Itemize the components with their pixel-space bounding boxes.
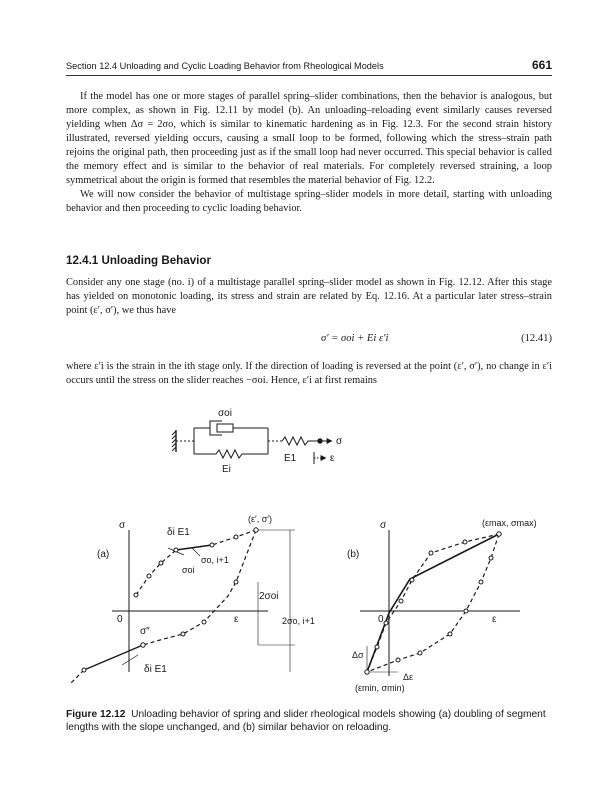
panel-b-marker (463, 540, 467, 544)
label-model-strain: ε (330, 453, 335, 464)
panel-a-slope-bottom: δi E1 (144, 664, 167, 675)
panel-a-marker (82, 668, 86, 672)
paragraph-3-text: Consider any one stage (no. i) of a multistage parallel spring–slider model as shown in Fig. 12.12. After this stage has yielded on monotonic loading, its stress and strain are related by Eq. 12.16. At a particular later stress–strain point (ε′, σ′), we thus have (66, 277, 552, 316)
slider-element (217, 424, 233, 432)
panel-b-origin: 0 (378, 614, 384, 625)
panel-b-marker (365, 670, 369, 674)
stage-spring (194, 450, 268, 458)
series-spring (282, 437, 318, 445)
panel-a-segment-top (176, 545, 212, 550)
panel-a-point-bottom: σ″ (140, 626, 150, 637)
panel-b-marker (489, 556, 493, 560)
panel-a-marker (147, 574, 151, 578)
panel-a-two-sigma-oi: 2σoi (259, 591, 279, 602)
panel-b-marker (418, 651, 422, 655)
paragraph-2-text: We will now consider the behavior of multistage spring–slider models in more detail, starting with unloading behavior and then proceeding to cyclic loading behavior. (66, 189, 552, 214)
paragraph-4-text: where ε′i is the strain in the ith stage only. If the direction of loading is reversed at the point (ε′, σ′), no change in ε′i occurs until the stress on the slider reaches −σoi. Hence, ε′i at first remains (66, 361, 552, 386)
panel-a-sigma-label: σ (119, 520, 126, 531)
panel-b-marker (375, 645, 379, 649)
panel-a-marker (202, 620, 206, 624)
panel-a-origin: 0 (117, 614, 123, 625)
panel-a-two-sigma-next: 2σo, i+1 (282, 616, 315, 626)
section-heading: 12.4.1 Unloading Behavior (66, 254, 211, 267)
label-model-stress: σ (336, 436, 343, 447)
panel-b-upper-curve (367, 534, 499, 672)
equation-number: (12.41) (521, 333, 552, 344)
label-slider-stress: σoi (218, 408, 232, 419)
panel-a-marker (254, 528, 258, 532)
equation-formula: σ′ = σoi + Ei ε′i (321, 333, 389, 344)
caption-text: Unloading behavior of spring and slider rheological models showing (a) doubling of segment lengths with the slope unchanged, and (b) similar behavior on reloading. (66, 709, 546, 733)
panel-a-marker (174, 548, 178, 552)
panel-a-marker (134, 593, 138, 597)
panel-a-sigma-next: σo, i+1 (201, 555, 229, 565)
panel-b-marker (399, 599, 403, 603)
panel-a-marker (210, 543, 214, 547)
panel-b-eps-label: ε (492, 614, 497, 625)
panel-b-marker (448, 632, 452, 636)
panel-a-tail (70, 670, 84, 684)
caption-label: Figure 12.12 (66, 709, 126, 720)
panel-a-slope-top: δi E1 (167, 527, 190, 538)
panel-a-marker (234, 580, 238, 584)
section-title: Section 12.4 Unloading and Cyclic Loading Behavior from Rheological Models (66, 61, 384, 71)
panel-a-eps-label: ε (234, 614, 239, 625)
panel-b-marker (384, 621, 388, 625)
label-series-spring: E1 (284, 453, 297, 464)
panel-a-sigma-next-pointer (192, 548, 200, 556)
panel-b (360, 530, 520, 676)
figure-caption (66, 708, 552, 734)
panel-b-marker (410, 578, 414, 582)
panel-b-max-point: (εmax, σmax) (482, 518, 537, 528)
panel-b-marker (396, 658, 400, 662)
panel-b-reload-path (367, 534, 499, 672)
panel-a-sigma-oi: σoi (182, 565, 195, 575)
panel-a-marker (181, 632, 185, 636)
panel-b-sigma-label: σ (380, 520, 387, 531)
panel-a-marker (234, 535, 238, 539)
panel-a-tag: (a) (97, 549, 110, 560)
panel-b-lower-curve (367, 534, 499, 672)
label-stage-spring: Ei (222, 464, 231, 475)
paragraph-1-text: If the model has one or more stages of parallel spring–slider combinations, then the behavior is analogous, but more complex, as shown in Fig. 12.11 by model (b). An unloading–reloading event similarly causes reversed yielding when Δσ = 2σo, which is similar to kinematic hardening as in Fig. 12.3. For the second strain history illustrated, reversed yielding occurs, causing a small loop to be formed, following which the stress–strain path rejoins the original path, then proceeding just as if the small loop had never occurred. This special behavior is called the memory effect and is similar to the behavior of real materials. For completely reversed straining, a loop symmetrical about the origin is formed that resembles the material behavior of Fig. 12.2. (66, 91, 552, 186)
panel-a-marker (159, 561, 163, 565)
page-number: 661 (531, 58, 552, 72)
load-point (318, 439, 322, 443)
panel-a-upper-curve (136, 530, 256, 595)
panel-b-tag: (b) (347, 549, 360, 560)
panel-b-marker (429, 551, 433, 555)
panel-a-lower-slope-pointer (122, 655, 138, 665)
panel-b-delta-eps: Δε (403, 672, 414, 682)
slider-block (210, 421, 222, 435)
panel-b-min-point: (εmin, σmin) (355, 683, 405, 693)
panel-a-marker (141, 643, 145, 647)
panel-a-point-top: (ε′, σ′) (248, 514, 272, 524)
rheological-model (172, 421, 332, 464)
panel-b-markers (365, 532, 501, 674)
panel-b-marker (479, 580, 483, 584)
panel-b-marker (464, 609, 468, 613)
panel-b-delta-sigma: Δσ (352, 650, 364, 660)
panel-b-marker (497, 532, 501, 536)
